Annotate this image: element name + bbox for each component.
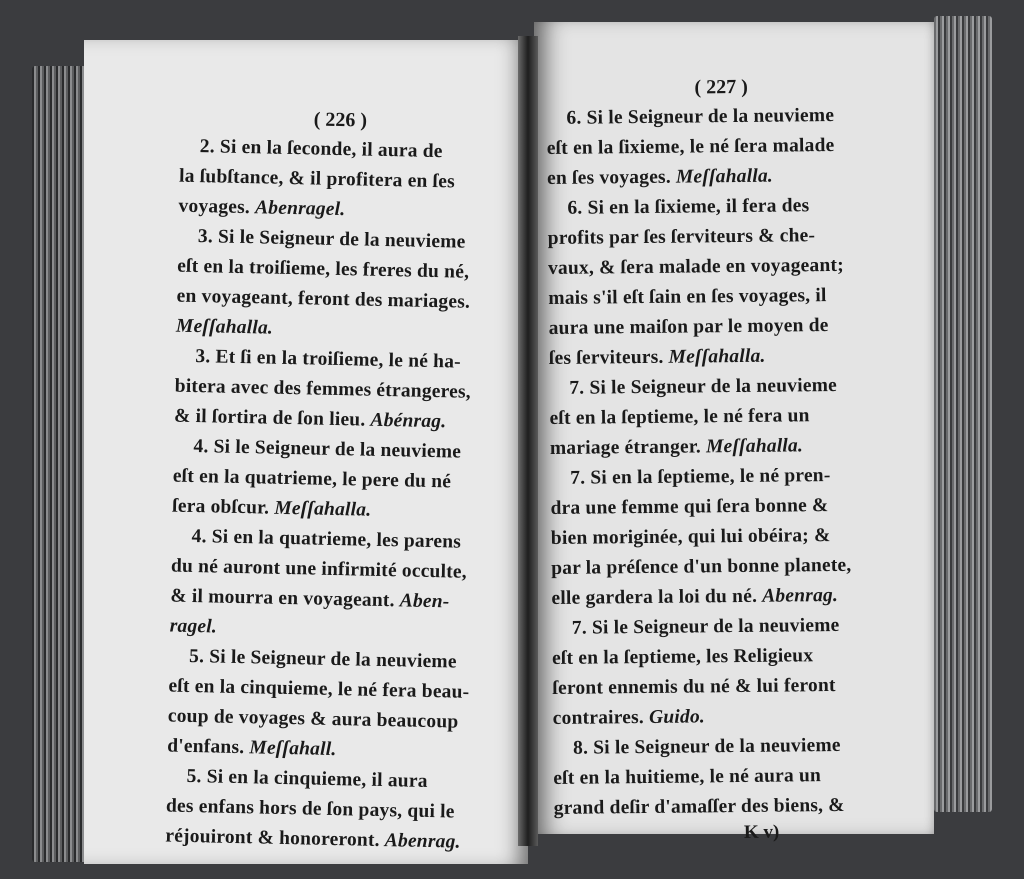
line-text: 3. Et ſi en la troiſieme, le né ha-: [195, 346, 462, 373]
right-text-line: [553, 731, 863, 764]
line-text: 4. Si le Seigneur de la neuvieme: [193, 436, 462, 463]
line-text: eſt en la cinquieme, le né fera beau-: [168, 675, 470, 703]
line-text: du né auront une infirmité occulte,: [170, 555, 468, 583]
line-text: 2. Si en la ſeconde, il aura de: [199, 136, 443, 163]
author-citation: Meſſahalla.: [675, 165, 774, 188]
line-text: mariage étranger.: [549, 436, 707, 459]
right-text-line: [551, 551, 861, 584]
right-page-lines: [546, 101, 864, 824]
line-text: dra une femme qui ſera bonne &: [550, 495, 829, 519]
line-text: 6. Si en la ſixieme, il fera des: [567, 195, 810, 219]
right-text-line: [549, 401, 859, 434]
line-text: aura une maiſon par le moyen de: [548, 315, 829, 339]
line-text: 7. Si le Seigneur de la neuvieme: [571, 614, 840, 639]
author-citation: Meſſahall.: [249, 737, 337, 761]
author-citation: Abenrag.: [384, 830, 461, 853]
line-text: ſeront ennemis du né & lui feront: [552, 675, 836, 699]
right-text-line: [550, 461, 860, 494]
line-text: coup de voyages & aura beaucoup: [167, 705, 459, 733]
right-text-line: [550, 491, 860, 524]
line-text: ſes ſerviteurs.: [548, 346, 669, 369]
right-text-line: [547, 161, 857, 194]
right-text-line: [552, 611, 862, 644]
right-text-line: [554, 791, 864, 824]
right-text-line: [549, 341, 859, 374]
line-text: grand deſir d'amaſſer des biens, &: [553, 794, 845, 819]
signature-mark: K v): [743, 821, 780, 843]
author-citation: Abenragel.: [254, 197, 346, 221]
line-text: eſt en la huitieme, le né aura un: [553, 765, 822, 789]
author-citation: Guido.: [648, 706, 706, 728]
author-citation: Abenrag.: [762, 584, 839, 607]
right-page-text: [546, 71, 864, 846]
line-text: 5. Si le Seigneur de la neuvieme: [188, 645, 457, 673]
line-text: 8. Si le Seigneur de la neuvieme: [572, 734, 841, 759]
line-text: profits par ſes ſerviteurs & che-: [547, 225, 816, 249]
right-text-line: [552, 641, 862, 674]
line-text: réjouiront & honoreront.: [165, 825, 386, 852]
page-number-left: ( 226 ): [313, 108, 368, 132]
line-text: eſt en la ſeptieme, les Religieux: [552, 645, 814, 669]
line-text: par la préſence d'un bonne planete,: [551, 554, 852, 579]
right-text-line: [550, 431, 860, 464]
line-text: eſt en la ſixieme, le né ſera malade: [546, 134, 835, 159]
line-text: eſt en la troiſieme, les freres du né,: [177, 255, 470, 283]
right-text-line: [551, 521, 861, 554]
right-page-edges: [934, 16, 992, 812]
author-citation: Meſſahalla.: [274, 497, 372, 521]
line-text: & il mourra en voyageant.: [170, 585, 400, 612]
author-citation: Aben-: [399, 590, 450, 613]
line-text: contraires.: [552, 706, 650, 729]
line-text: 5. Si en la cinquieme, il aura: [186, 765, 428, 792]
line-text: bitera avec des femmes étrangeres,: [174, 375, 472, 403]
author-citation: ragel.: [169, 615, 218, 638]
right-text-line: [549, 371, 859, 404]
line-text: 4. Si en la quatrieme, les parens: [191, 525, 462, 553]
book-gutter: [518, 36, 538, 846]
right-text-line: [553, 701, 863, 734]
line-text: eſt en la ſeptieme, le né fera un: [549, 405, 810, 429]
right-text-line: [548, 221, 858, 254]
line-text: d'enfans.: [167, 735, 250, 759]
line-text: des enfans hors de ſon pays, qui le: [165, 795, 455, 823]
line-text: 7. Si en la ſeptieme, le né pren-: [570, 465, 831, 489]
right-text-line: [551, 581, 861, 614]
line-text: mais s'il eſt ſain en ſes voyages, il: [548, 285, 827, 309]
left-page-lines: [85, 130, 510, 858]
right-text-line: [553, 761, 863, 794]
line-text: voyages.: [178, 195, 256, 219]
line-text: bien moriginée, qui lui obéira; &: [550, 525, 831, 549]
right-text-line: [549, 311, 859, 344]
line-text: elle gardera la loi du né.: [551, 585, 763, 609]
line-text: la ſubſtance, & il profitera en ſes: [178, 165, 456, 193]
line-text: & il ſortira de ſon lieu.: [173, 405, 371, 431]
line-text: en voyageant, feront des mariages.: [176, 285, 471, 313]
author-citation: Meſſahalla.: [705, 435, 804, 458]
line-text: 6. Si le Seigneur de la neuvieme: [566, 104, 835, 129]
line-text: 7. Si le Seigneur de la neuvieme: [569, 374, 838, 399]
author-citation: Meſſahalla.: [668, 345, 766, 368]
line-text: 3. Si le Seigneur de la neuvieme: [197, 226, 466, 253]
right-text-line: [548, 281, 858, 314]
right-text-line: [548, 251, 858, 284]
page-number-right: ( 227 ): [694, 75, 748, 99]
author-citation: Meſſahalla.: [175, 315, 274, 339]
line-text: vaux, & ſera malade en voyageant;: [547, 254, 844, 279]
right-text-line: [546, 101, 856, 134]
left-page-text: [85, 40, 512, 858]
right-text-line: [547, 131, 857, 164]
line-text: eſt en la quatrieme, le pere du né: [172, 465, 452, 493]
right-text-line: [552, 671, 862, 704]
line-text: ſera obſcur.: [172, 495, 275, 519]
right-text-line: [547, 191, 857, 224]
author-citation: Abénrag.: [370, 409, 447, 433]
line-text: en ſes voyages.: [546, 166, 677, 189]
